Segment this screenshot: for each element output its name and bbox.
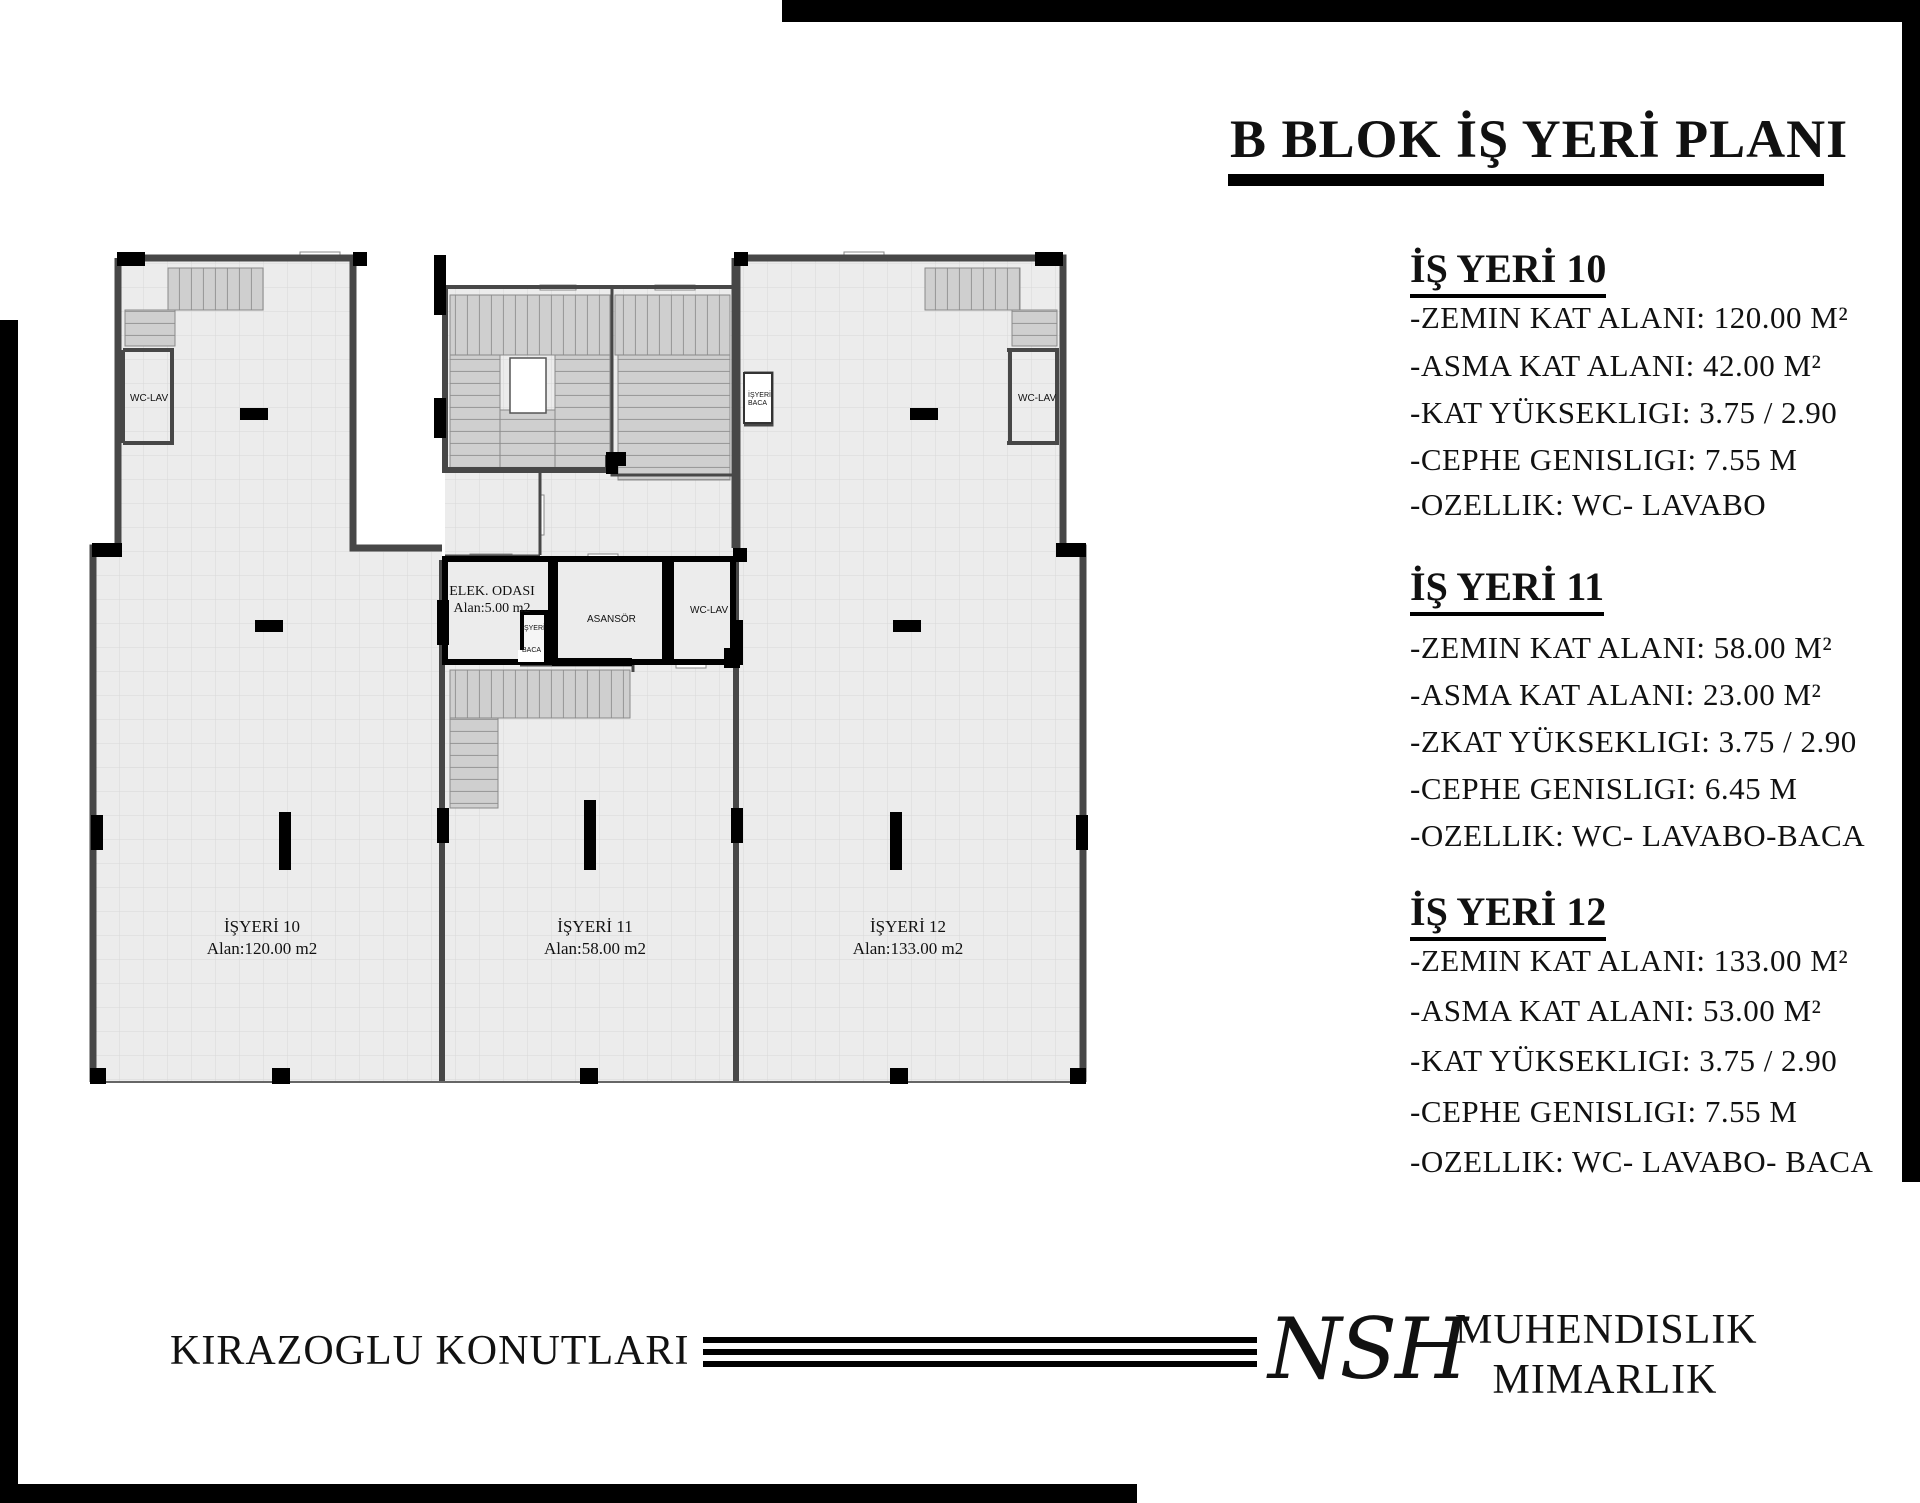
room-label-elek-odasi <box>442 583 542 617</box>
wc-lav-left-label: WC-LAV <box>130 393 169 404</box>
spec-line: -ZEMIN KAT ALANI: 133.00 M² <box>1410 943 1849 978</box>
room-label-isyeri-12 <box>828 916 988 960</box>
asansor-label: ASANSÖR <box>587 614 636 625</box>
isyeri-baca-top-label: İŞYERİ BACA <box>748 392 771 407</box>
spec-line: -ZKAT YÜKSEKLIGI: 3.75 / 2.90 <box>1410 724 1857 759</box>
footer-rule-3 <box>703 1361 1257 1367</box>
spec-line: -OZELLIK: WC- LAVABO <box>1410 487 1767 522</box>
firm-name <box>1455 1305 1758 1405</box>
spec-line: -ASMA KAT ALANI: 23.00 M² <box>1410 677 1822 712</box>
spec-line: -ZEMIN KAT ALANI: 58.00 M² <box>1410 630 1833 665</box>
room-area: Alan:133.00 m2 <box>852 939 964 958</box>
room-area: Alan:5.00 m2 <box>453 601 531 616</box>
spec-heading: İŞ YERİ 12 <box>1410 888 1606 941</box>
spec-heading: İŞ YERİ 11 <box>1410 563 1604 616</box>
footer-rule-2 <box>703 1349 1257 1355</box>
room-name: İŞYERİ 11 <box>557 917 633 936</box>
room-area: Alan:120.00 m2 <box>206 939 318 958</box>
room-name: İŞYERİ 12 <box>869 917 947 936</box>
spec-line: -ASMA KAT ALANI: 42.00 M² <box>1410 348 1822 383</box>
wc-lav-mid-label: WC-LAV <box>690 605 729 616</box>
room-label-isyeri-11 <box>515 916 675 960</box>
page-title: B BLOK İŞ YERİ PLANI <box>1230 109 1849 169</box>
isyeri-baca-mid-label: İŞYERİ BACA <box>522 625 545 654</box>
spec-line: -KAT YÜKSEKLIGI: 3.75 / 2.90 <box>1410 395 1838 430</box>
room-name: İŞYERİ 10 <box>223 917 301 936</box>
nsh-logo: NSH <box>1268 1300 1467 1398</box>
room-area: Alan:58.00 m2 <box>544 939 646 958</box>
firm-line-2: MIMARLIK <box>1492 1357 1718 1403</box>
project-name: KIRAZOGLU KONUTLARI <box>170 1328 690 1374</box>
wc-lav-right-label: WC-LAV <box>1018 393 1057 404</box>
spec-heading: İŞ YERİ 10 <box>1410 245 1606 298</box>
spec-line: -CEPHE GENISLIGI: 7.55 M <box>1410 442 1798 477</box>
room-label-isyeri-10 <box>182 916 342 960</box>
spec-line: -ASMA KAT ALANI: 53.00 M² <box>1410 993 1822 1028</box>
room-name: ELEK. ODASI <box>449 584 535 599</box>
spec-line: -CEPHE GENISLIGI: 6.45 M <box>1410 771 1798 806</box>
spec-line: -CEPHE GENISLIGI: 7.55 M <box>1410 1094 1798 1129</box>
spec-line: -OZELLIK: WC- LAVABO- BACA <box>1410 1144 1874 1179</box>
spec-line: -KAT YÜKSEKLIGI: 3.75 / 2.90 <box>1410 1043 1838 1078</box>
firm-line-1: MUHENDISLIK <box>1455 1307 1758 1353</box>
spec-line: -OZELLIK: WC- LAVABO-BACA <box>1410 818 1866 853</box>
spec-line: -ZEMIN KAT ALANI: 120.00 M² <box>1410 300 1849 335</box>
footer-rule-1 <box>703 1337 1257 1343</box>
